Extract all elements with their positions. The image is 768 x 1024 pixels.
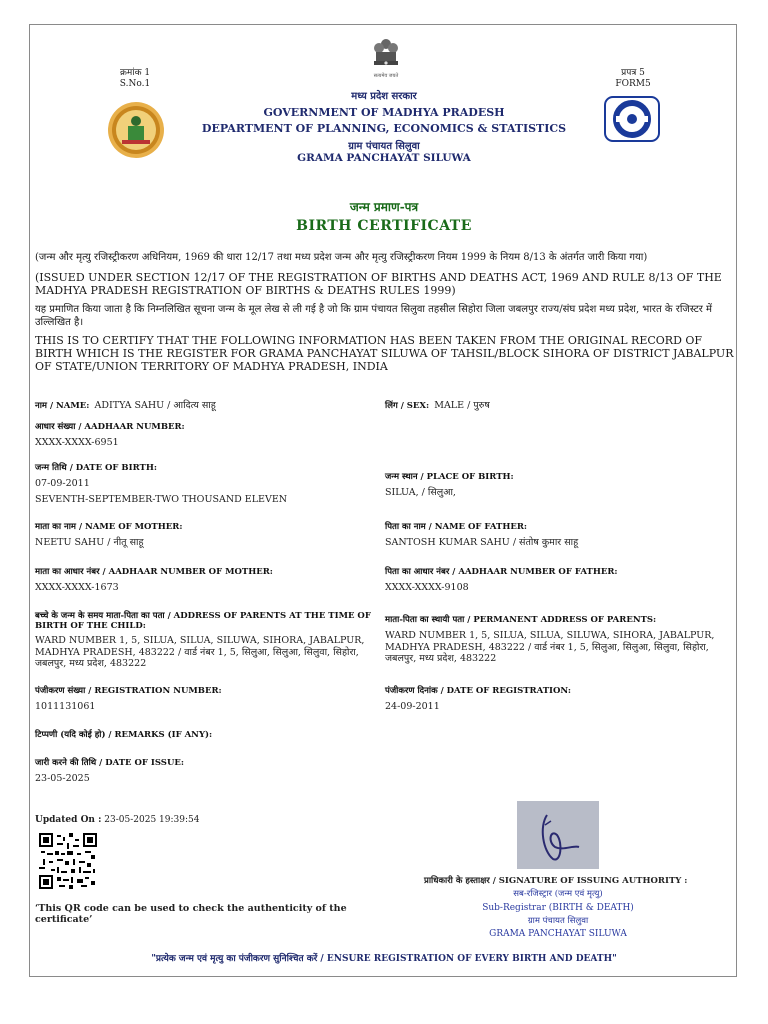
birth-registration-logo-icon [604,96,660,142]
remarks-label: टिप्पणी (यदि कोई हो) / REMARKS (IF ANY): [35,730,213,740]
name-label: नाम / NAME: [35,401,90,411]
title-hindi: जन्म प्रमाण-पत्र [349,200,419,214]
serial-number-hindi: क्रमांक 1 [119,68,151,78]
form-number-hindi: प्रपत्र 5 [621,68,645,78]
qr-code-icon[interactable] [39,833,97,889]
name-field [35,393,375,412]
sex-label: लिंग / SEX: [385,401,430,411]
serial-number [100,68,170,90]
mother-aadhaar-value: XXXX-XXXX-1673 [35,582,119,593]
address-at-birth-value: WARD NUMBER 1, 5, SILUA, SILUA, SILUWA, SIHORA, JABALPUR, MADHYA PRADESH, 483222 / वार्ड नंबर 1, 5, सिलुआ, सिलुआ, सिलुवा, सिहोरा, जबलपुर, मध्य प्रदेश, 483222 [35,635,365,669]
date-of-issue-label: जारी करने की तिथि / DATE OF ISSUE: [35,758,184,768]
qr-note: ‘This QR code can be used to check the authenticity of the certificate’ [35,903,347,925]
father-aadhaar-label: पिता का आधार नंबर / AADHAAR NUMBER OF FATHER: [385,567,618,577]
father-name-value: SANTOSH KUMAR SAHU / संतोष कुमार साहू [385,537,579,548]
mother-aadhaar-label: माता का आधार नंबर / AADHAAR NUMBER OF MOTHER: [35,567,273,577]
signature-image [517,801,599,869]
emblem-caption: सत्यमेव जयते [373,73,399,79]
pob-value: SILUA, / सिलुआ, [385,487,456,498]
registration-date-label: पंजीकरण दिनांक / DATE OF REGISTRATION: [385,686,572,696]
date-of-issue-value: 23-05-2025 [35,773,90,784]
registrar-title: Sub-Registrar (BIRTH & DEATH) [482,903,634,913]
updated-on-value: 23-05-2025 19:39:54 [104,815,200,825]
form-number-en: FORM5 [615,79,651,89]
permanent-address-label: माता-पिता का स्थायी पता / PERMANENT ADDRESS OF PARENTS: [385,615,657,625]
panchayat-hindi: ग्राम पंचायत सिलुवा [348,141,420,152]
registrar-hindi: सब-रजिस्ट्रार (जन्म एवं मृत्यु) [513,889,603,899]
mother-name-label: माता का नाम / NAME OF MOTHER: [35,522,183,532]
certify-hindi: यह प्रमाणित किया जाता है कि निम्नलिखित सूचना जन्म के मूल लेख से ली गई है जो कि ग्राम पंचायत सिलुवा तहसील सिहोरा जिला जबलपुर राज्य/संघ प्रदेश मध्य प्रदेश, भारत के रजिस्टर में उल्लिखित है। [35,304,713,328]
form-number [598,68,668,90]
sex-value: MALE / पुरुष [434,400,490,411]
panchayat-title: GRAMA PANCHAYAT SILUWA [297,152,471,164]
registration-date-value: 24-09-2011 [385,701,440,712]
authority-panchayat-en: GRAMA PANCHAYAT SILUWA [489,929,627,939]
aadhaar-value: XXXX-XXXX-6951 [35,437,119,448]
address-at-birth-label: बच्चे के जन्म के समय माता-पिता का पता / ADDRESS OF PARENTS AT THE TIME OF BIRTH OF THE CHILD: [35,611,371,631]
certify-en: THIS IS TO CERTIFY THAT THE FOLLOWING INFORMATION HAS BEEN TAKEN FROM THE ORIGINAL RECORD OF BIRTH WHICH IS THE REGISTER FOR GRAMA PANCHAYAT SILUWA OF TAHSIL/BLOCK SIHORA OF DISTRICT JABALPUR OF STATE/UNION TERRITORY OF MADHYA PRADESH, INDIA [35,334,734,373]
dob-words: SEVENTH-SEPTEMBER-TWO THOUSAND ELEVEN [35,494,288,505]
updated-on-label: Updated On : [35,815,102,825]
permanent-address-value: WARD NUMBER 1, 5, SILUA, SILUA, SILUWA, SIHORA, JABALPUR, MADHYA PRADESH, 483222 / वार्ड नंबर 1, 5, सिलुआ, सिलुआ, सिलुवा, सिहोरा, जबलपुर, मध्य प्रदेश, 483222 [385,630,715,664]
father-name-label: पिता का नाम / NAME OF FATHER: [385,522,528,532]
registration-number-value: 1011131061 [35,701,96,712]
father-aadhaar-value: XXXX-XXXX-9108 [385,582,469,593]
dob-label: जन्म तिथि / DATE OF BIRTH: [35,463,157,473]
name-value: ADITYA SAHU / आदित्य साहू [94,400,216,411]
updated-on [35,815,199,825]
pob-label: जन्म स्थान / PLACE OF BIRTH: [385,472,514,482]
serial-number-en: S.No.1 [119,79,151,89]
sex-field [385,393,725,412]
department-title: DEPARTMENT OF PLANNING, ECONOMICS & STATISTICS [201,122,567,135]
mother-name-value: NEETU SAHU / नीतू साहू [35,537,144,548]
aadhaar-label: आधार संख्या / AADHAAR NUMBER: [35,422,185,432]
dob-value: 07-09-2011 [35,478,90,489]
govt-title: GOVERNMENT OF MADHYA PRADESH [263,106,505,119]
issued-under-hindi: (जन्म और मृत्यु रजिस्ट्रीकरण अधिनियम, 1969 की धारा 12/17 तथा मध्य प्रदेश जन्म और मृत्यु रजिस्ट्रीकरण नियम 1999 के नियम 8/13 के अंतर्गत जारी किया गया) [35,252,648,263]
certificate-title: BIRTH CERTIFICATE [296,218,472,234]
signature-label: प्राधिकारी के हस्ताक्षर / SIGNATURE OF ISSUING AUTHORITY : [424,876,688,886]
mp-government-logo-icon [106,100,166,160]
authority-panchayat-hindi: ग्राम पंचायत सिलुवा [527,916,589,926]
registration-number-label: पंजीकरण संख्या / REGISTRATION NUMBER: [35,686,222,696]
issued-under-en: (ISSUED UNDER SECTION 12/17 OF THE REGISTRATION OF BIRTHS AND DEATHS ACT, 1969 AND RULE 8/13 OF THE MADHYA PRADESH REGISTRATION OF BIRTHS & DEATHS RULES 1999) [35,271,722,297]
slogan: "प्रत्येक जन्म एवं मृत्यु का पंजीकरण सुनिश्चित करें / ENSURE REGISTRATION OF EVERY BIRTH AND DEATH" [151,954,617,964]
govt-hindi: मध्य प्रदेश सरकार [351,91,417,102]
